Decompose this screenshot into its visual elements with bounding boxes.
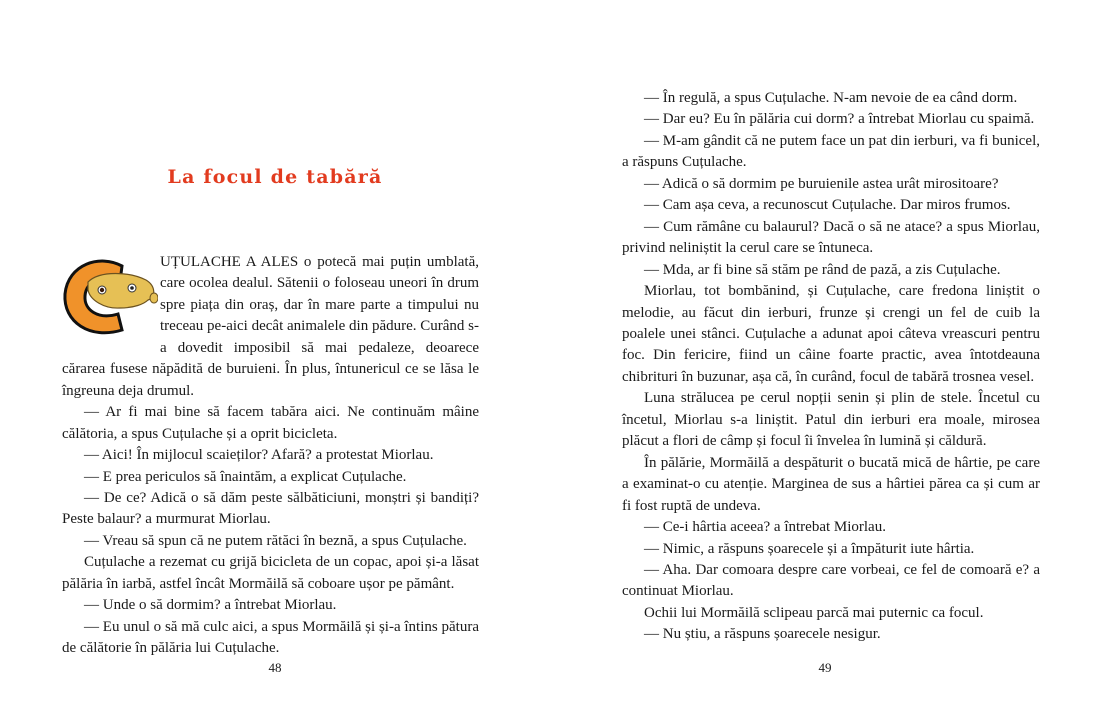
paragraph: — Unde o să dormim? a întrebat Miorlau. — [84, 597, 337, 614]
left-page-text — [62, 252, 479, 660]
paragraph: Cuțulache a rezemat cu grijă bicicleta de un copac, apoi și-a lăsat pălăria în iarbă, astfel încât Mormăilă să coboare ușor pe pământ. — [62, 554, 479, 592]
paragraph: — Mda, ar fi bine să stăm pe rând de pază, a zis Cuțulache. — [644, 261, 1001, 278]
paragraph: — Ce-i hârtia aceea? a întrebat Miorlau. — [644, 519, 886, 536]
paragraph: — Dar eu? Eu în pălăria cui dorm? a întrebat Miorlau cu spaimă. — [644, 111, 1035, 128]
paragraph: Luna strălucea pe cerul nopții senin și plin de stele. Încetul cu încetul, Miorlau s-a liniștit. Patul din ierburi era moale, mirosea plăcut a flori de câmp și focul îi învelea în lumină și căldură. — [622, 390, 1040, 450]
drop-cap-c-dog-illustration — [60, 254, 158, 338]
paragraph: — M-am gândit că ne putem face un pat din ierburi, va fi bunicel, a răspuns Cuțulache. — [622, 132, 1040, 171]
paragraph: — De ce? Adică o să dăm peste sălbăticiuni, monștri și bandiți? Peste balaur? a murmurat Miorlau. — [62, 489, 479, 528]
paragraph: — Cam așa ceva, a recunoscut Cuțulache. Dar miros frumos. — [644, 197, 1011, 214]
paragraph: Miorlau, tot bombănind, și Cuțulache, care fredona liniștit o melodie, au făcut din ierburi, frunze și crengi un fel de cuib la poalele unei stânci. Cuțulache a adunat apoi câteva vreascuri pentru foc. Din fericire, fiind un câine foarte practic, avea întotdeauna chibrituri în buzunar, așa că, în curând, focul de tabără trosnea vesel. — [622, 283, 1040, 385]
paragraph: În pălărie, Mormăilă a despăturit o bucată mică de hârtie, pe care a examinat-o cu atenție. Marginea de sus a hârtiei părea ca și cum ar fi fost ruptă de undeva. — [622, 454, 1040, 514]
paragraph: — Vreau să spun că ne putem rătăci în beznă, a spus Cuțulache. — [84, 532, 467, 549]
paragraph: — Nimic, a răspuns șoarecele și a împăturit iute hârtia. — [644, 540, 975, 557]
right-page — [550, 0, 1100, 722]
paragraph: — Aha. Dar comoara despre care vorbeai, ce fel de comoară e? a continuat Miorlau. — [622, 561, 1040, 600]
right-page-text — [622, 88, 1040, 646]
paragraph: — Nu știu, a răspuns șoarecele nesigur. — [644, 626, 881, 643]
paragraph: — Adică o să dormim pe buruienile astea urât mirositoare? — [644, 175, 999, 192]
paragraph: — În regulă, a spus Cuțulache. N-am nevoie de ea când dorm. — [644, 90, 1018, 106]
paragraph: — Ar fi mai bine să facem tabăra aici. Ne continuăm mâine călătoria, a spus Cuțulache și a oprit bicicleta. — [62, 404, 479, 442]
page-number: 48 — [268, 660, 282, 675]
paragraph: — E prea periculos să înaintăm, a explicat Cuțulache. — [84, 468, 407, 485]
page-number: 49 — [818, 660, 832, 675]
paragraph-text: UȚULACHE A ALES o potecă mai puțin umblată, care ocolea dealul. Sătenii o foloseau uneori în drum spre piața din oraș, dar în mare parte a timpului nu treceau pe-aici decât animalele din pădure. Curând s-a dovedit imposibil să mai pedaleze, deoarece cărarea fusese năpădită de buruieni. În plus, întunericul ce se lăsa le îngreuna deja drumul. — [62, 254, 480, 399]
paragraph: Ochii lui Mormăilă sclipeau parcă mai puternic ca focul. — [644, 604, 984, 621]
chapter-title: La focul de tabără — [167, 166, 383, 188]
paragraph: — Cum rămâne cu balaurul? Dacă o să ne atace? a spus Miorlau, privind neliniștit la cerul care se întuneca. — [622, 218, 1040, 257]
paragraph: — Eu unul o să mă culc aici, a spus Mormăilă și și-a întins pătura de călătorie în pălăria lui Cuțulache. — [62, 618, 479, 657]
paragraph: — Aici! În mijlocul scaieților? Afară? a protestat Miorlau. — [84, 447, 434, 464]
